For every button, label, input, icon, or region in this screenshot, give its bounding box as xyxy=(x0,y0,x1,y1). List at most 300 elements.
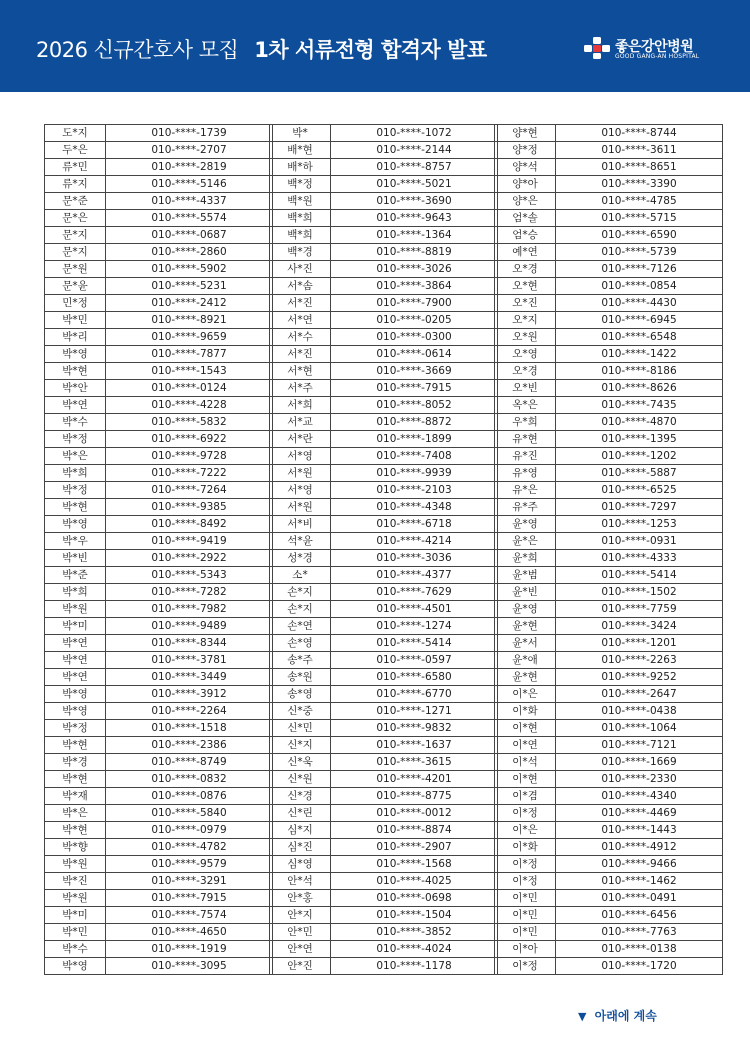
applicant-name: 윤*현 xyxy=(495,618,556,635)
table-row xyxy=(270,448,498,465)
applicant-name: 박*영 xyxy=(45,958,106,975)
applicant-phone: 010-****-3852 xyxy=(331,924,498,941)
applicant-name: 문*원 xyxy=(45,261,106,278)
applicant-phone: 010-****-7126 xyxy=(556,261,723,278)
applicant-phone: 010-****-2819 xyxy=(106,159,273,176)
table-row xyxy=(45,380,273,397)
applicant-phone: 010-****-2264 xyxy=(106,703,273,720)
applicant-phone: 010-****-1518 xyxy=(106,720,273,737)
applicant-name: 박*영 xyxy=(45,686,106,703)
applicant-name: 박*진 xyxy=(45,873,106,890)
applicant-phone: 010-****-9419 xyxy=(106,533,273,550)
applicant-name: 서*수 xyxy=(270,329,331,346)
applicant-phone: 010-****-4025 xyxy=(331,873,498,890)
applicant-name: 윤*은 xyxy=(495,533,556,550)
table-row xyxy=(45,397,273,414)
applicant-name: 윤*서 xyxy=(495,635,556,652)
applicant-name: 도*지 xyxy=(45,125,106,142)
table-row xyxy=(45,873,273,890)
applicant-phone: 010-****-7408 xyxy=(331,448,498,465)
table-row xyxy=(495,482,723,499)
applicant-name: 심*진 xyxy=(270,839,331,856)
applicant-phone: 010-****-3611 xyxy=(556,142,723,159)
applicant-phone: 010-****-1739 xyxy=(106,125,273,142)
table-row xyxy=(495,550,723,567)
table-row xyxy=(495,890,723,907)
table-row xyxy=(45,805,273,822)
applicant-name: 이*은 xyxy=(495,822,556,839)
table-row xyxy=(495,669,723,686)
applicant-phone: 010-****-0854 xyxy=(556,278,723,295)
table-row xyxy=(270,737,498,754)
applicant-name: 석*윤 xyxy=(270,533,331,550)
applicant-name: 박*정 xyxy=(45,720,106,737)
applicant-phone: 010-****-5574 xyxy=(106,210,273,227)
applicant-phone: 010-****-4340 xyxy=(556,788,723,805)
applicant-phone: 010-****-8626 xyxy=(556,380,723,397)
applicant-phone: 010-****-4348 xyxy=(331,499,498,516)
applicant-name: 오*빈 xyxy=(495,380,556,397)
applicant-phone: 010-****-6770 xyxy=(331,686,498,703)
table-row xyxy=(270,142,498,159)
page-title xyxy=(36,34,487,64)
table-row xyxy=(45,261,273,278)
applicant-name: 이*현 xyxy=(495,720,556,737)
applicant-name: 오*현 xyxy=(495,278,556,295)
applicant-name: 윤*애 xyxy=(495,652,556,669)
table-row xyxy=(495,176,723,193)
table-row xyxy=(495,414,723,431)
table-row xyxy=(270,805,498,822)
applicant-name: 양*현 xyxy=(495,125,556,142)
applicant-phone: 010-****-1443 xyxy=(556,822,723,839)
applicant-name: 윤*현 xyxy=(495,669,556,686)
table-row xyxy=(495,278,723,295)
table-row xyxy=(495,652,723,669)
applicant-name: 박*수 xyxy=(45,414,106,431)
applicant-phone: 010-****-1201 xyxy=(556,635,723,652)
applicant-phone: 010-****-2707 xyxy=(106,142,273,159)
applicant-phone: 010-****-7297 xyxy=(556,499,723,516)
applicant-name: 손*영 xyxy=(270,635,331,652)
applicant-phone: 010-****-3449 xyxy=(106,669,273,686)
table-row xyxy=(45,346,273,363)
table-row xyxy=(495,261,723,278)
applicant-phone: 010-****-4782 xyxy=(106,839,273,856)
applicant-phone: 010-****-1899 xyxy=(331,431,498,448)
table-row xyxy=(270,635,498,652)
applicant-phone: 010-****-4912 xyxy=(556,839,723,856)
table-row xyxy=(45,448,273,465)
applicant-phone: 010-****-2330 xyxy=(556,771,723,788)
table-row xyxy=(495,822,723,839)
applicant-phone: 010-****-4785 xyxy=(556,193,723,210)
applicant-name: 심*지 xyxy=(270,822,331,839)
applicant-phone: 010-****-9489 xyxy=(106,618,273,635)
table-row xyxy=(495,380,723,397)
applicant-phone: 010-****-5832 xyxy=(106,414,273,431)
applicant-name: 류*민 xyxy=(45,159,106,176)
applicant-phone: 010-****-5840 xyxy=(106,805,273,822)
applicant-name: 박*영 xyxy=(45,516,106,533)
applicant-phone: 010-****-5414 xyxy=(331,635,498,652)
applicant-name: 안*홍 xyxy=(270,890,331,907)
table-row xyxy=(45,295,273,312)
applicant-phone: 010-****-1543 xyxy=(106,363,273,380)
table-row xyxy=(270,856,498,873)
applicant-name: 박*연 xyxy=(45,669,106,686)
applicant-phone: 010-****-7574 xyxy=(106,907,273,924)
applicant-name: 박*은 xyxy=(45,805,106,822)
table-row xyxy=(495,618,723,635)
table-row xyxy=(495,958,723,975)
table-row xyxy=(45,924,273,941)
table-row xyxy=(45,635,273,652)
applicant-name: 박*현 xyxy=(45,737,106,754)
applicant-phone: 010-****-5902 xyxy=(106,261,273,278)
table-row xyxy=(270,941,498,958)
applicant-phone: 010-****-8819 xyxy=(331,244,498,261)
applicant-name: 문*지 xyxy=(45,244,106,261)
table-row xyxy=(495,312,723,329)
table-row xyxy=(270,618,498,635)
applicant-phone: 010-****-7759 xyxy=(556,601,723,618)
applicant-name: 손*지 xyxy=(270,584,331,601)
table-row xyxy=(270,312,498,329)
applicant-phone: 010-****-7915 xyxy=(331,380,498,397)
applicant-name: 손*연 xyxy=(270,618,331,635)
applicant-phone: 010-****-4228 xyxy=(106,397,273,414)
applicant-phone: 010-****-2263 xyxy=(556,652,723,669)
table-row xyxy=(495,601,723,618)
applicant-name: 박*연 xyxy=(45,635,106,652)
table-row xyxy=(270,295,498,312)
table-row xyxy=(45,567,273,584)
table-row xyxy=(45,839,273,856)
applicant-name: 서*진 xyxy=(270,295,331,312)
hospital-name: 좋은강안병원 xyxy=(615,39,694,55)
applicant-phone: 010-****-0012 xyxy=(331,805,498,822)
table-row xyxy=(270,210,498,227)
applicant-name: 신*지 xyxy=(270,737,331,754)
applicant-phone: 010-****-1422 xyxy=(556,346,723,363)
applicant-name: 신*경 xyxy=(270,788,331,805)
applicant-phone: 010-****-5343 xyxy=(106,567,273,584)
applicant-phone: 010-****-3095 xyxy=(106,958,273,975)
applicant-name: 송*영 xyxy=(270,686,331,703)
applicant-name: 이*현 xyxy=(495,771,556,788)
applicant-phone: 010-****-3615 xyxy=(331,754,498,771)
table-row xyxy=(45,210,273,227)
table-row xyxy=(45,533,273,550)
table-row xyxy=(45,703,273,720)
table-row xyxy=(270,516,498,533)
applicant-name: 박*정 xyxy=(45,431,106,448)
applicant-name: 박*현 xyxy=(45,363,106,380)
applicant-phone: 010-****-8749 xyxy=(106,754,273,771)
table-row xyxy=(45,176,273,193)
applicant-name: 이*정 xyxy=(495,873,556,890)
table-row xyxy=(270,703,498,720)
table-row xyxy=(495,125,723,142)
applicant-phone: 010-****-0876 xyxy=(106,788,273,805)
applicant-name: 신*욱 xyxy=(270,754,331,771)
applicant-name: 서*비 xyxy=(270,516,331,533)
applicant-phone: 010-****-8186 xyxy=(556,363,723,380)
applicant-name: 박*현 xyxy=(45,499,106,516)
applicant-phone: 010-****-3390 xyxy=(556,176,723,193)
applicant-name: 서*주 xyxy=(270,380,331,397)
applicant-phone: 010-****-8775 xyxy=(331,788,498,805)
applicant-name: 두*은 xyxy=(45,142,106,159)
applicant-phone: 010-****-8921 xyxy=(106,312,273,329)
applicant-name: 이*은 xyxy=(495,686,556,703)
applicant-phone: 010-****-2386 xyxy=(106,737,273,754)
applicant-phone: 010-****-3781 xyxy=(106,652,273,669)
applicant-name: 서*희 xyxy=(270,397,331,414)
table-row xyxy=(495,142,723,159)
applicant-name: 우*희 xyxy=(495,414,556,431)
table-row xyxy=(270,754,498,771)
table-row xyxy=(495,431,723,448)
applicant-phone: 010-****-9252 xyxy=(556,669,723,686)
applicant-phone: 010-****-7222 xyxy=(106,465,273,482)
applicant-name: 이*겸 xyxy=(495,788,556,805)
applicant-name: 백*희 xyxy=(270,210,331,227)
applicant-name: 양*석 xyxy=(495,159,556,176)
table-row xyxy=(270,176,498,193)
applicant-phone: 010-****-1395 xyxy=(556,431,723,448)
applicant-name: 신*원 xyxy=(270,771,331,788)
table-row xyxy=(495,907,723,924)
applicant-name: 안*민 xyxy=(270,924,331,941)
applicant-phone: 010-****-0205 xyxy=(331,312,498,329)
applicant-phone: 010-****-2860 xyxy=(106,244,273,261)
table-row xyxy=(495,686,723,703)
applicant-name: 박*정 xyxy=(45,482,106,499)
applicant-phone: 010-****-1504 xyxy=(331,907,498,924)
table-row xyxy=(45,720,273,737)
applicant-phone: 010-****-1178 xyxy=(331,958,498,975)
table-row xyxy=(270,431,498,448)
applicant-name: 성*경 xyxy=(270,550,331,567)
applicant-table-3 xyxy=(494,124,723,975)
applicant-phone: 010-****-0614 xyxy=(331,346,498,363)
applicant-phone: 010-****-7264 xyxy=(106,482,273,499)
applicant-name: 문*지 xyxy=(45,227,106,244)
applicant-name: 박*영 xyxy=(45,703,106,720)
applicant-phone: 010-****-4870 xyxy=(556,414,723,431)
table-row xyxy=(495,499,723,516)
applicant-phone: 010-****-3669 xyxy=(331,363,498,380)
table-row xyxy=(270,822,498,839)
table-row xyxy=(45,159,273,176)
applicant-phone: 010-****-3864 xyxy=(331,278,498,295)
applicant-phone: 010-****-9939 xyxy=(331,465,498,482)
table-row xyxy=(495,244,723,261)
table-row xyxy=(495,397,723,414)
applicant-name: 윤*빈 xyxy=(495,584,556,601)
table-row xyxy=(270,482,498,499)
applicant-name: 안*석 xyxy=(270,873,331,890)
applicant-phone: 010-****-7900 xyxy=(331,295,498,312)
applicant-name: 이*연 xyxy=(495,737,556,754)
table-row xyxy=(270,788,498,805)
applicant-phone: 010-****-6590 xyxy=(556,227,723,244)
applicant-name: 박*원 xyxy=(45,890,106,907)
table-row xyxy=(45,907,273,924)
applicant-phone: 010-****-9643 xyxy=(331,210,498,227)
table-row xyxy=(495,159,723,176)
applicant-phone: 010-****-8052 xyxy=(331,397,498,414)
applicant-phone: 010-****-7282 xyxy=(106,584,273,601)
applicant-name: 박*향 xyxy=(45,839,106,856)
applicant-name: 안*진 xyxy=(270,958,331,975)
table-row xyxy=(45,822,273,839)
table-row xyxy=(495,329,723,346)
applicant-name: 이*아 xyxy=(495,941,556,958)
applicant-phone: 010-****-2144 xyxy=(331,142,498,159)
applicant-phone: 010-****-0124 xyxy=(106,380,273,397)
applicant-name: 서*영 xyxy=(270,482,331,499)
applicant-name: 이*정 xyxy=(495,805,556,822)
applicant-name: 유*현 xyxy=(495,431,556,448)
applicant-name: 송*원 xyxy=(270,669,331,686)
applicant-name: 이*민 xyxy=(495,924,556,941)
applicant-phone: 010-****-0438 xyxy=(556,703,723,720)
applicant-phone: 010-****-0300 xyxy=(331,329,498,346)
table-row xyxy=(495,295,723,312)
table-row xyxy=(495,584,723,601)
applicant-phone: 010-****-7877 xyxy=(106,346,273,363)
table-row xyxy=(495,805,723,822)
applicant-name: 윤*영 xyxy=(495,516,556,533)
applicant-phone: 010-****-8874 xyxy=(331,822,498,839)
table-row xyxy=(270,363,498,380)
applicant-name: 서*현 xyxy=(270,363,331,380)
table-row xyxy=(270,550,498,567)
applicant-name: 옥*은 xyxy=(495,397,556,414)
applicant-name: 류*지 xyxy=(45,176,106,193)
applicant-name: 백*경 xyxy=(270,244,331,261)
applicant-phone: 010-****-5231 xyxy=(106,278,273,295)
table-row xyxy=(495,924,723,941)
applicant-name: 이*민 xyxy=(495,890,556,907)
table-row xyxy=(270,278,498,295)
table-row xyxy=(45,465,273,482)
applicant-phone: 010-****-5739 xyxy=(556,244,723,261)
applicant-name: 박* xyxy=(270,125,331,142)
table-row xyxy=(45,431,273,448)
applicant-name: 사*진 xyxy=(270,261,331,278)
table-row xyxy=(270,414,498,431)
applicant-name: 백*희 xyxy=(270,227,331,244)
applicant-name: 서*교 xyxy=(270,414,331,431)
table-row xyxy=(45,244,273,261)
applicant-phone: 010-****-0698 xyxy=(331,890,498,907)
applicant-phone: 010-****-1669 xyxy=(556,754,723,771)
applicant-name: 오*원 xyxy=(495,329,556,346)
table-row xyxy=(495,635,723,652)
applicant-name: 박*미 xyxy=(45,907,106,924)
applicant-phone: 010-****-4377 xyxy=(331,567,498,584)
table-row xyxy=(270,261,498,278)
table-row xyxy=(270,465,498,482)
applicant-name: 양*정 xyxy=(495,142,556,159)
table-row xyxy=(45,482,273,499)
table-row xyxy=(270,499,498,516)
applicant-name: 오*영 xyxy=(495,346,556,363)
table-row xyxy=(495,720,723,737)
applicant-phone: 010-****-4024 xyxy=(331,941,498,958)
applicant-phone: 010-****-1502 xyxy=(556,584,723,601)
table-row xyxy=(270,771,498,788)
applicant-phone: 010-****-0979 xyxy=(106,822,273,839)
table-row xyxy=(495,737,723,754)
applicant-name: 서*원 xyxy=(270,499,331,516)
table-row xyxy=(270,601,498,618)
applicant-name: 이*정 xyxy=(495,958,556,975)
applicant-phone: 010-****-6718 xyxy=(331,516,498,533)
applicant-name: 문*준 xyxy=(45,193,106,210)
table-row xyxy=(45,329,273,346)
applicant-name: 박*민 xyxy=(45,924,106,941)
table-row xyxy=(495,567,723,584)
table-row xyxy=(495,346,723,363)
table-row xyxy=(45,754,273,771)
applicant-phone: 010-****-4201 xyxy=(331,771,498,788)
table-row xyxy=(45,550,273,567)
applicant-name: 유*진 xyxy=(495,448,556,465)
table-row xyxy=(495,516,723,533)
table-row xyxy=(45,125,273,142)
table-row xyxy=(270,958,498,975)
table-row xyxy=(270,652,498,669)
applicant-phone: 010-****-7629 xyxy=(331,584,498,601)
table-row xyxy=(270,686,498,703)
applicant-phone: 010-****-4333 xyxy=(556,550,723,567)
applicant-name: 박*희 xyxy=(45,465,106,482)
applicant-name: 신*중 xyxy=(270,703,331,720)
applicant-name: 윤*영 xyxy=(495,601,556,618)
table-row xyxy=(495,856,723,873)
applicant-phone: 010-****-8344 xyxy=(106,635,273,652)
continue-text: 아래에 계속 xyxy=(594,1009,657,1023)
applicant-name: 박*준 xyxy=(45,567,106,584)
applicant-phone: 010-****-8757 xyxy=(331,159,498,176)
applicant-phone: 010-****-5146 xyxy=(106,176,273,193)
applicant-name: 양*은 xyxy=(495,193,556,210)
applicant-phone: 010-****-1274 xyxy=(331,618,498,635)
applicant-name: 서*솜 xyxy=(270,278,331,295)
applicant-table-1 xyxy=(44,124,273,975)
table-row xyxy=(270,890,498,907)
applicant-phone: 010-****-4650 xyxy=(106,924,273,941)
applicant-phone: 010-****-9659 xyxy=(106,329,273,346)
table-row xyxy=(270,397,498,414)
applicant-name: 박*희 xyxy=(45,584,106,601)
applicant-phone: 010-****-3026 xyxy=(331,261,498,278)
table-row xyxy=(270,924,498,941)
applicant-phone: 010-****-2907 xyxy=(331,839,498,856)
applicant-name: 엄*승 xyxy=(495,227,556,244)
table-row xyxy=(45,227,273,244)
table-row xyxy=(45,890,273,907)
applicant-name: 소* xyxy=(270,567,331,584)
applicant-phone: 010-****-6525 xyxy=(556,482,723,499)
applicant-phone: 010-****-6456 xyxy=(556,907,723,924)
applicant-phone: 010-****-8872 xyxy=(331,414,498,431)
